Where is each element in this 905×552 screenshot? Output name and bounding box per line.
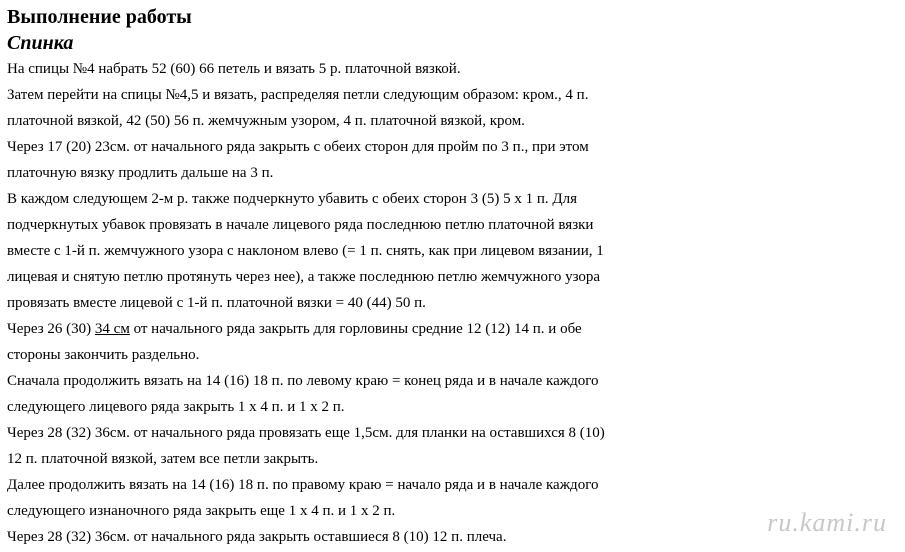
text-line: На спицы №4 набрать 52 (60) 66 петель и вязать 5 р. платочной вязкой. — [7, 61, 461, 77]
text-line: следующего изнаночного ряда закрыть еще 1 х 4 п. и 1 х 2 п. — [7, 503, 396, 519]
text-line: Через 26 (30) 34 см от начального ряда закрыть для горловины средние 12 (12) 14 п. и обе — [7, 321, 582, 337]
text-line: платочную вязку продлить дальше на 3 п. — [7, 165, 274, 181]
text-line: подчеркнутых убавок провязать в начале лицевого ряда последнюю петлю платочной вязки — [7, 217, 594, 233]
document-body — [7, 4, 902, 550]
watermark: ru.kami.ru — [767, 508, 887, 537]
text-line: 12 п. платочной вязкой, затем все петли закрыть. — [7, 451, 319, 467]
text-line: Через 28 (32) 36см. от начального ряда закрыть оставшиеся 8 (10) 12 п. плеча. — [7, 529, 507, 545]
text-line: Далее продолжить вязать на 14 (16) 18 п. по правому краю = начало ряда и в начале каждого — [7, 477, 599, 493]
text-line: Через 17 (20) 23см. от начального ряда закрыть с обеих сторон для пройм по 3 п., при этом — [7, 139, 589, 155]
text-line: Затем перейти на спицы №4,5 и вязать, распределяя петли следующим образом: кром., 4 п. — [7, 87, 589, 103]
text-line: Через 28 (32) 36см. от начального ряда провязать еще 1,5см. для планки на оставшихся 8 (10) — [7, 425, 605, 441]
text-line: В каждом следующем 2-м р. также подчеркнуто убавить с обеих сторон 3 (5) 5 х 1 п. Для — [7, 191, 577, 207]
paragraph-4 — [7, 186, 902, 316]
subsection-heading: Спинка — [7, 32, 74, 54]
paragraph-7 — [7, 420, 902, 472]
paragraph-1 — [7, 56, 902, 82]
text-line: провязать вместе лицевой с 1-й п. платочной вязки = 40 (44) 50 п. — [7, 295, 426, 311]
paragraph-3 — [7, 134, 902, 186]
text-line: лицевая и снятую петлю протянуть через нее), а также последнюю петлю жемчужного узора — [7, 269, 601, 285]
paragraph-5 — [7, 316, 902, 368]
text-line: вместе с 1-й п. жемчужного узора с наклоном влево (= 1 п. снять, как при лицевом вязании, 1 — [7, 243, 604, 259]
text-line: платочной вязкой, 42 (50) 56 п. жемчужным узором, 4 п. платочной вязкой, кром. — [7, 113, 525, 129]
text-line: следующего лицевого ряда закрыть 1 х 4 п. и 1 х 2 п. — [7, 399, 345, 415]
text-line: стороны закончить раздельно. — [7, 347, 200, 363]
paragraph-6 — [7, 368, 902, 420]
section-heading: Выполнение работы — [7, 6, 192, 28]
text-line: Сначала продолжить вязать на 14 (16) 18 п. по левому краю = конец ряда и в начале каждого — [7, 373, 599, 389]
paragraph-2 — [7, 82, 902, 134]
